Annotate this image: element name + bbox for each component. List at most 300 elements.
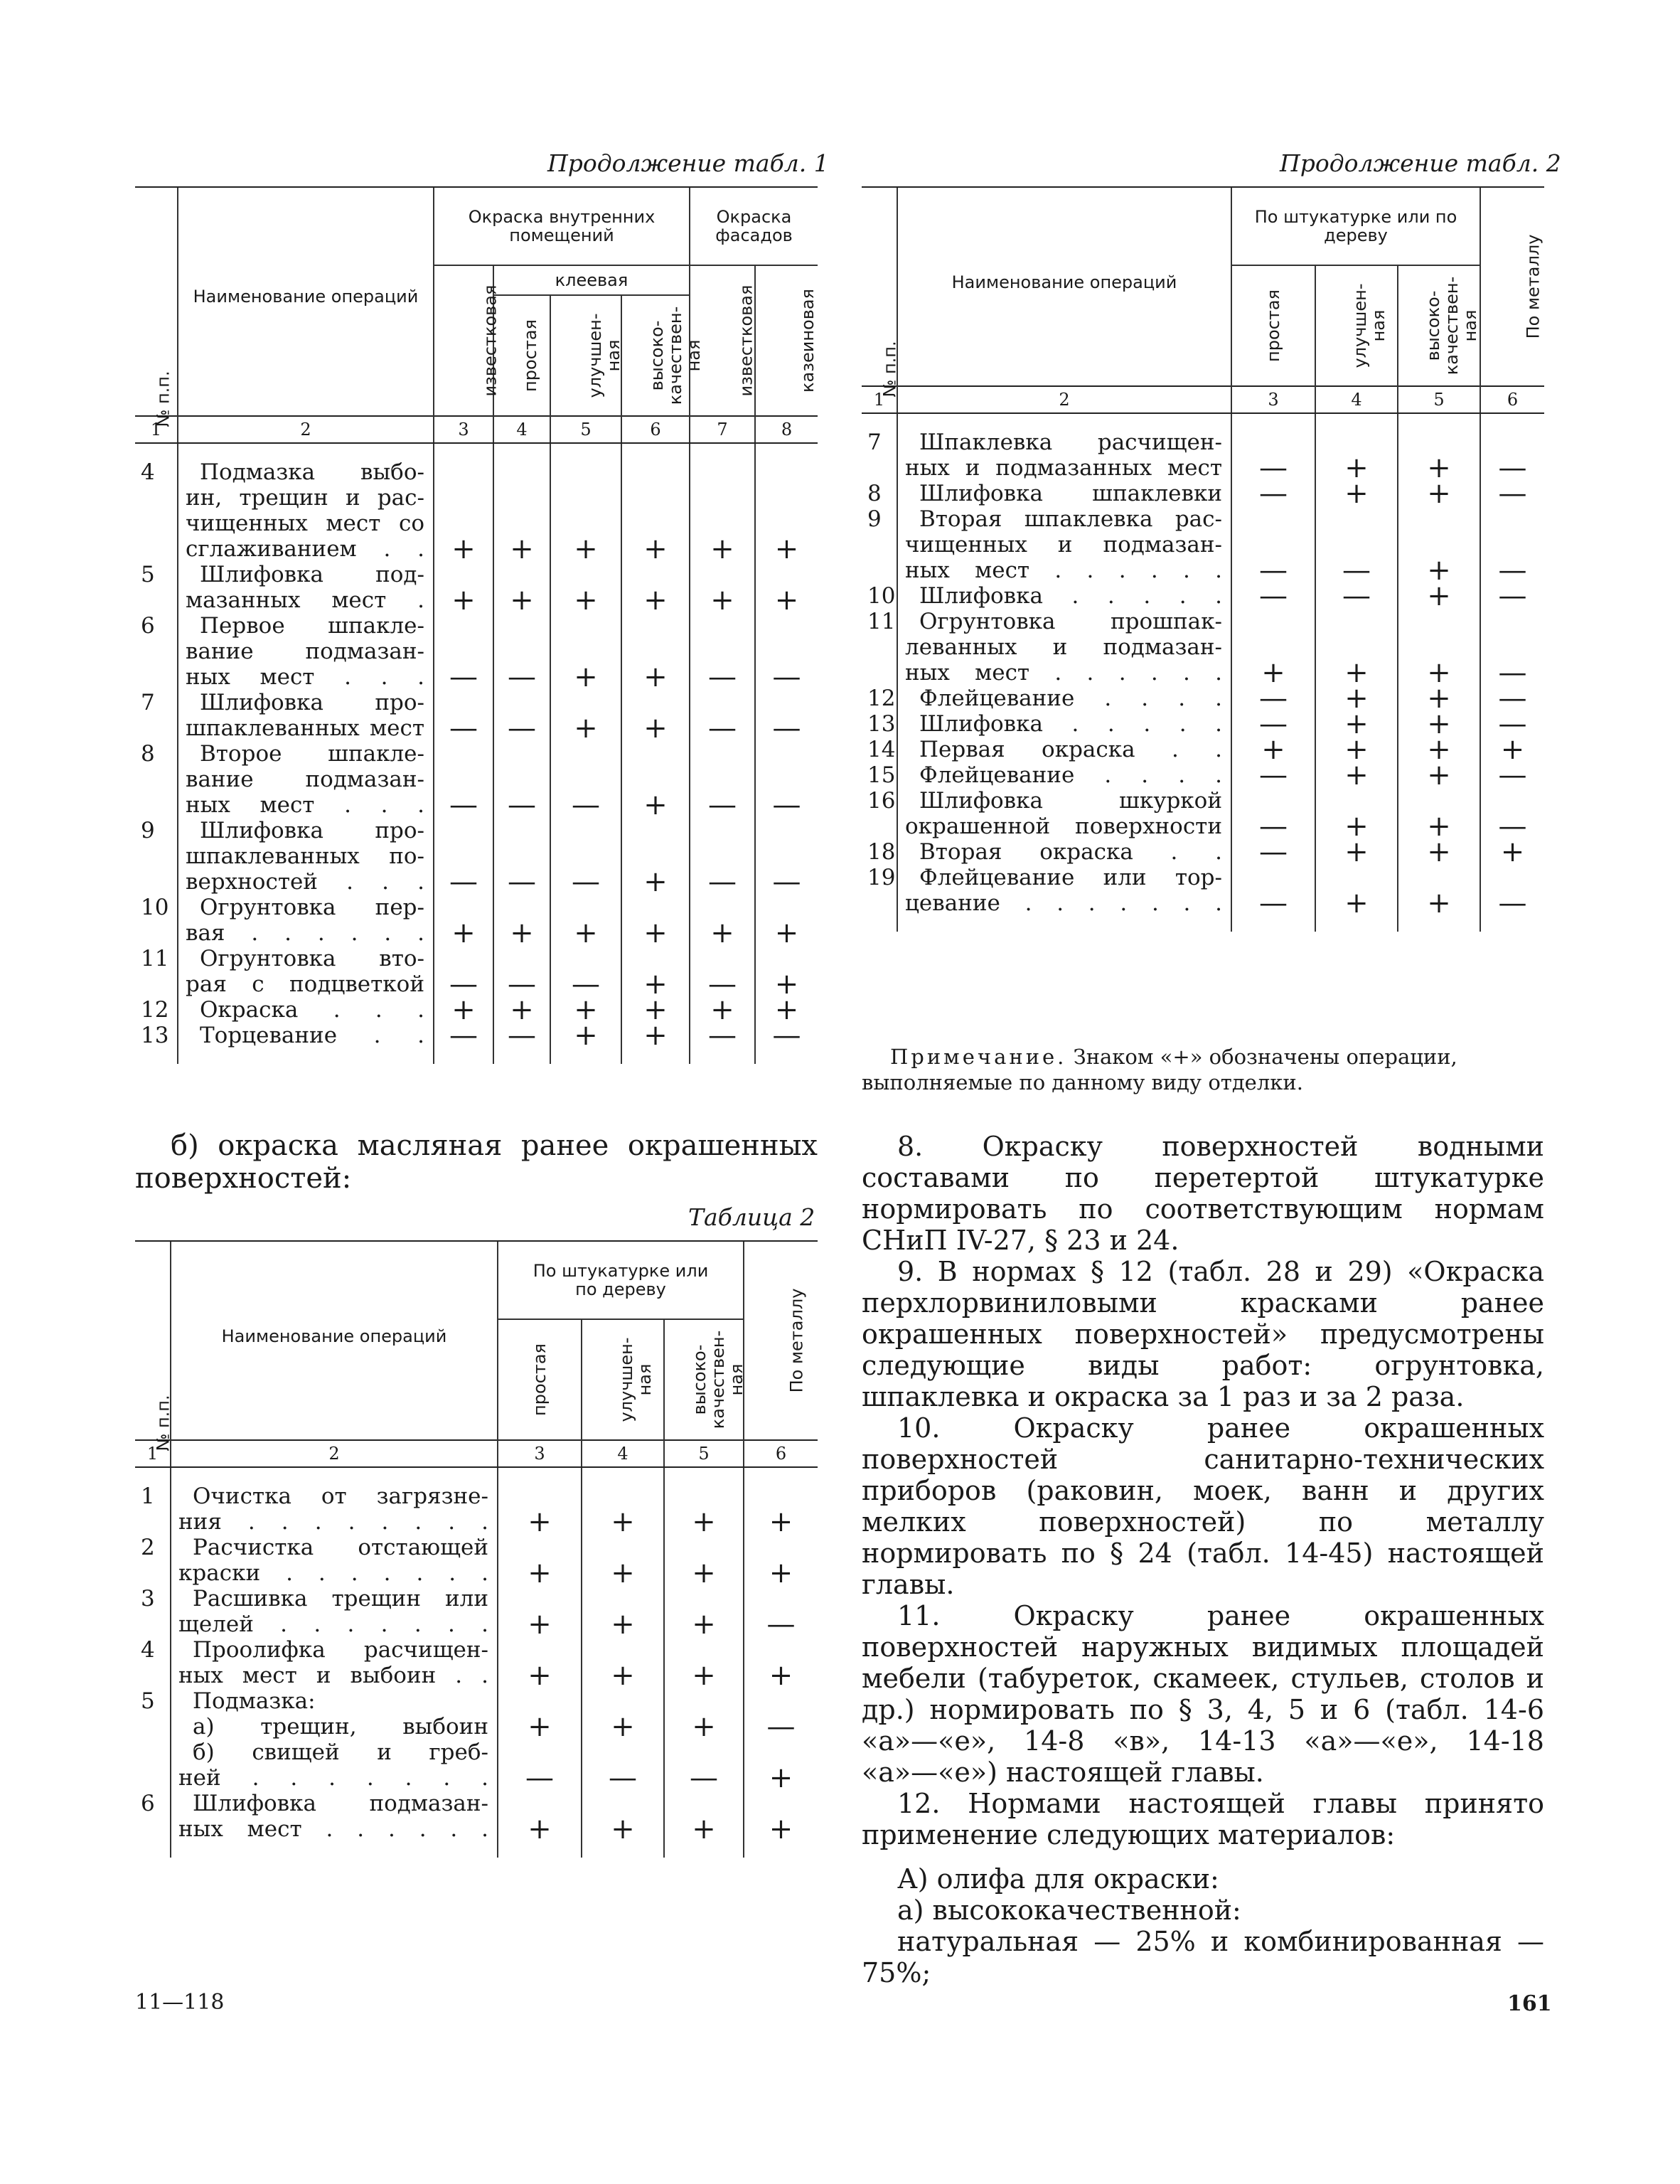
- operation-line: цевание . . . . . . .: [905, 890, 1222, 916]
- mark-cell: +: [744, 1740, 818, 1791]
- mark-cell: +: [493, 997, 550, 1023]
- mark-cell: +: [1480, 839, 1544, 865]
- column-number-row: [135, 1440, 818, 1467]
- row-number: 8: [141, 741, 155, 767]
- table1-header-num: № п.п.: [135, 187, 178, 416]
- mark-cell: —: [434, 741, 493, 818]
- operation-name: [171, 1740, 498, 1791]
- operation-line: Шлифовка под-: [200, 562, 424, 587]
- mark-cell: —: [582, 1740, 664, 1791]
- column-number-row: [862, 386, 1544, 413]
- mark-cell: +: [744, 1791, 818, 1842]
- operation-line: вание подмазан-: [186, 639, 424, 664]
- mark-cell: —: [755, 818, 818, 895]
- mark-cell: +: [498, 1791, 582, 1842]
- mark-cell: +: [582, 1714, 664, 1740]
- mark-cell: +: [664, 1483, 744, 1535]
- mark-cell: +: [744, 1535, 818, 1586]
- operation-name: [178, 997, 434, 1023]
- operation-name: [178, 741, 434, 818]
- mark-cell: —: [1315, 583, 1398, 609]
- mark-cell: +: [755, 997, 818, 1023]
- column-number: 2: [178, 416, 434, 443]
- operation-line: ных мест . . .: [186, 664, 424, 690]
- operation-line: Проолифка расчищен-: [193, 1637, 488, 1663]
- mark-cell: +: [1315, 686, 1398, 711]
- mark-cell: —: [1480, 865, 1544, 916]
- table2-header-metal: По металлу: [744, 1241, 818, 1440]
- mark-cell: +: [582, 1586, 664, 1637]
- table2-header-num: № п.п.: [135, 1241, 171, 1440]
- mark-cell: +: [498, 1714, 582, 1740]
- table-row: [135, 1535, 818, 1586]
- row-number: 12: [867, 686, 896, 711]
- operation-line: шпаклеванных по-: [186, 843, 424, 869]
- mark-cell: +: [1398, 711, 1480, 737]
- table3-header-metal: По металлу: [1480, 187, 1544, 386]
- operation-line: а) трещин, выбоин: [193, 1714, 488, 1740]
- row-number: 11: [141, 946, 169, 971]
- operation-name: [897, 686, 1231, 711]
- mark-cell: —: [550, 741, 621, 818]
- operation-line: Шлифовка шпаклевки: [919, 481, 1222, 506]
- table-row: [862, 506, 1544, 583]
- mark-cell: +: [621, 946, 690, 997]
- sub-b: а) высококачественной:: [897, 1895, 1241, 1926]
- operation-line: Расчистка отстающей: [193, 1535, 488, 1560]
- operation-line: Флейцевание . . . .: [919, 686, 1222, 711]
- mark-cell: +: [582, 1535, 664, 1586]
- row-number: 8: [867, 481, 882, 506]
- column-number: 3: [498, 1440, 582, 1467]
- column-number: 1: [135, 416, 178, 443]
- table-row: [135, 818, 818, 895]
- operation-line: Очистка от загрязне-: [193, 1483, 488, 1509]
- row-number: 18: [867, 839, 896, 865]
- operation-line: Огрунтовка вто-: [200, 946, 424, 971]
- mark-cell: —: [755, 741, 818, 818]
- mark-cell: +: [1398, 481, 1480, 506]
- operation-line: ных мест . . . . . .: [905, 558, 1222, 583]
- operation-name: [171, 1791, 498, 1842]
- row-number: 6: [141, 1791, 155, 1816]
- mark-cell: +: [1315, 737, 1398, 762]
- mark-cell: +: [1315, 865, 1398, 916]
- mark-cell: +: [621, 690, 690, 741]
- operation-line: б) свищей и греб-: [193, 1740, 488, 1765]
- row-number: 14: [867, 737, 896, 762]
- column-number: 6: [1480, 386, 1544, 413]
- paragraph-9: 9. В нормах § 12 (табл. 28 и 29) «Окраска перхлорвиниловыми красками ранее окрашенных поверхностей» предусмотрены следующие виды работ: огрунтовка, шпаклевка и окраска за 1 раз и за 2 раза.: [862, 1256, 1544, 1412]
- column-number: 4: [582, 1440, 664, 1467]
- table-row: [862, 865, 1544, 916]
- operation-name: [897, 865, 1231, 916]
- table1-header-interior: Окраска внутренних помещений: [434, 187, 690, 265]
- mark-cell: +: [550, 895, 621, 946]
- column-number: 6: [744, 1440, 818, 1467]
- mark-cell: +: [1315, 609, 1398, 686]
- mark-cell: +: [1315, 839, 1398, 865]
- column-number: 8: [755, 416, 818, 443]
- mark-cell: —: [664, 1740, 744, 1791]
- operation-name: [897, 583, 1231, 609]
- mark-cell: +: [1315, 762, 1398, 788]
- mark-cell: +: [550, 459, 621, 562]
- operation-line: шпаклеванных мест: [186, 715, 424, 741]
- table3-header-group: По штукатурке или по дереву: [1231, 187, 1480, 265]
- mark-cell: —: [690, 1023, 755, 1048]
- row-number: [135, 1740, 171, 1791]
- operation-line: вание подмазан-: [186, 767, 424, 792]
- mark-cell: —: [1480, 430, 1544, 481]
- mark-cell: —: [498, 1740, 582, 1791]
- table-row: [135, 946, 818, 997]
- mark-cell: +: [1480, 737, 1544, 762]
- column-number: 4: [1315, 386, 1398, 413]
- operation-line: щелей . . . . . . .: [178, 1612, 488, 1637]
- mark-cell: —: [755, 613, 818, 690]
- table-row: [135, 1586, 818, 1637]
- paragraph-12: 12. Нормами настоящей главы принято применение следующих материалов:: [862, 1788, 1544, 1850]
- operation-line: ин, трещин и рас-: [186, 485, 424, 511]
- row-number: 3: [141, 1586, 155, 1612]
- mark-cell: +: [690, 562, 755, 613]
- row-number: 2: [141, 1535, 155, 1560]
- mark-cell: —: [1480, 711, 1544, 737]
- operation-name: [171, 1714, 498, 1740]
- mark-cell: +: [498, 1586, 582, 1637]
- table3-header-improved: улучшен-ная: [1315, 265, 1398, 386]
- mark-cell: —: [493, 818, 550, 895]
- mark-cell: —: [1480, 609, 1544, 686]
- table1-header-glue: клеевая: [493, 265, 690, 295]
- operation-line: Подмазка:: [193, 1688, 316, 1714]
- mark-cell: —: [1480, 762, 1544, 788]
- mark-cell: +: [744, 1483, 818, 1535]
- mark-cell: +: [755, 895, 818, 946]
- mark-cell: +: [1398, 865, 1480, 916]
- operation-name: [171, 1637, 498, 1688]
- operation-name: [897, 711, 1231, 737]
- operation-line: Шлифовка про-: [200, 818, 424, 843]
- operation-line: ных мест и выбоин . .: [178, 1663, 488, 1688]
- mark-cell: —: [493, 690, 550, 741]
- operation-name: [897, 839, 1231, 865]
- operation-line: Шлифовка подмазан-: [193, 1791, 488, 1816]
- paragraph-8: 8. Окраску поверхностей водными составами по перетертой штукатурке нормировать по соответствующим нормам СНиП IV-27, § 23 и 24.: [862, 1131, 1544, 1256]
- mark-cell: +: [498, 1535, 582, 1586]
- mark-cell: —: [690, 613, 755, 690]
- mark-cell: +: [621, 997, 690, 1023]
- mark-cell: —: [744, 1586, 818, 1637]
- row-number: 7: [867, 430, 882, 455]
- row-number: 4: [141, 459, 155, 485]
- table-row: [135, 895, 818, 946]
- table1: [135, 186, 818, 1064]
- mark-cell: +: [755, 562, 818, 613]
- table-row: [135, 1023, 818, 1048]
- mark-cell: —: [1231, 762, 1315, 788]
- intro-text: б) окраска масляная ранее окрашенных поверхностей:: [135, 1129, 818, 1195]
- operation-line: Шлифовка шкуркой: [919, 788, 1222, 814]
- mark-cell: —: [1480, 686, 1544, 711]
- mark-cell: +: [1398, 609, 1480, 686]
- page-number: 161: [1507, 1991, 1552, 2016]
- table2: [135, 1240, 818, 1858]
- mark-cell: +: [550, 1023, 621, 1048]
- mark-cell: +: [582, 1791, 664, 1842]
- operation-line: Шлифовка . . . . .: [919, 711, 1222, 737]
- mark-cell: +: [1315, 430, 1398, 481]
- table2-header-simple: простая: [498, 1319, 582, 1440]
- row-number: 16: [867, 788, 896, 814]
- operation-line: Шпаклевка расчищен-: [919, 430, 1222, 455]
- mark-cell: +: [493, 895, 550, 946]
- mark-cell: +: [498, 1637, 582, 1688]
- table-row: [862, 430, 1544, 481]
- mark-cell: +: [434, 459, 493, 562]
- table-row: [135, 1714, 818, 1740]
- mark-cell: +: [621, 818, 690, 895]
- mark-cell: —: [1480, 481, 1544, 506]
- table1-header-name: Наименование операций: [178, 187, 434, 416]
- mark-cell: +: [1398, 686, 1480, 711]
- mark-cell: +: [621, 741, 690, 818]
- table3: [862, 186, 1544, 932]
- mark-cell: +: [1231, 737, 1315, 762]
- row-number: 12: [141, 997, 169, 1023]
- operation-line: Второе шпакле-: [200, 741, 424, 767]
- operation-name: [171, 1688, 498, 1714]
- sub-a: А) олифа для окраски:: [897, 1863, 1219, 1895]
- table-row: [862, 609, 1544, 686]
- mark-cell: —: [493, 741, 550, 818]
- row-number: 9: [141, 818, 155, 843]
- mark-cell: —: [550, 946, 621, 997]
- table1-header-improved: улучшен-ная: [550, 295, 621, 416]
- mark-cell: —: [1231, 686, 1315, 711]
- row-number: 9: [867, 506, 882, 532]
- mark-cell: +: [434, 562, 493, 613]
- mark-cell: —: [434, 613, 493, 690]
- mark-cell: +: [1398, 583, 1480, 609]
- mark-cell: +: [1315, 788, 1398, 839]
- mark-cell: +: [550, 997, 621, 1023]
- mark-cell: —: [493, 1023, 550, 1048]
- mark-cell: +: [690, 895, 755, 946]
- mark-cell: +: [550, 613, 621, 690]
- mark-cell: +: [1398, 839, 1480, 865]
- operation-line: леванных и подмазан-: [905, 634, 1222, 660]
- operation-name: [178, 690, 434, 741]
- column-number: 6: [621, 416, 690, 443]
- mark-cell: +: [1398, 737, 1480, 762]
- sub-c: натуральная — 25% и комбинированная — 75%;: [862, 1926, 1544, 1988]
- mark-cell: +: [664, 1637, 744, 1688]
- operation-name: [178, 818, 434, 895]
- table-row: [135, 1740, 818, 1791]
- operation-name: [178, 459, 434, 562]
- operation-line: Флейцевание . . . .: [919, 762, 1222, 788]
- table1-caption: Продолжение табл. 1: [547, 149, 829, 177]
- operation-name: [897, 737, 1231, 762]
- operation-line: ней . . . . . . .: [178, 1765, 488, 1791]
- table3-header-high: высоко-качествен-ная: [1398, 265, 1480, 386]
- table-row: [135, 459, 818, 562]
- operation-line: Вторая шпаклевка рас-: [919, 506, 1222, 532]
- operation-name: [178, 613, 434, 690]
- operation-line: Торцевание . .: [200, 1023, 424, 1048]
- column-number-row: [135, 416, 818, 443]
- mark-cell: —: [434, 946, 493, 997]
- row-number: 7: [141, 690, 155, 715]
- table3-header-name: Наименование операций: [897, 187, 1231, 386]
- operation-line: рая с подцветкой: [186, 971, 424, 997]
- operation-name: [178, 1023, 434, 1048]
- row-number: 10: [141, 895, 169, 920]
- mark-cell: +: [550, 690, 621, 741]
- operation-name: [897, 762, 1231, 788]
- operation-line: Первое шпакле-: [200, 613, 424, 639]
- mark-cell: +: [1398, 506, 1480, 583]
- mark-cell: +: [1398, 788, 1480, 839]
- footer-code: 11—118: [135, 1990, 225, 2015]
- mark-cell: —: [1231, 865, 1315, 916]
- table1-header-izv: известковая: [434, 265, 493, 416]
- operation-line: ных мест . . . . . .: [178, 1816, 488, 1842]
- operation-line: ных мест . . .: [186, 792, 424, 818]
- mark-cell: —: [1231, 711, 1315, 737]
- operation-line: Первая окраска . .: [919, 737, 1222, 762]
- mark-cell: —: [690, 818, 755, 895]
- operation-line: Подмазка выбо-: [200, 459, 424, 485]
- mark-cell: —: [493, 613, 550, 690]
- operation-line: Огрунтовка пер-: [200, 895, 424, 920]
- operation-line: верхностей . . .: [186, 869, 424, 895]
- mark-cell: —: [1231, 788, 1315, 839]
- mark-cell: +: [755, 459, 818, 562]
- mark-cell: —: [1231, 839, 1315, 865]
- table2-caption: Таблица 2: [688, 1203, 815, 1231]
- mark-cell: +: [664, 1714, 744, 1740]
- mark-cell: —: [1480, 583, 1544, 609]
- operation-name: [178, 946, 434, 997]
- operation-name: [171, 1535, 498, 1586]
- mark-cell: +: [434, 895, 493, 946]
- operation-line: вая . . . . . .: [186, 920, 424, 946]
- mark-cell: +: [621, 562, 690, 613]
- mark-cell: +: [664, 1791, 744, 1842]
- column-number: 3: [1231, 386, 1315, 413]
- row-number: [135, 1714, 171, 1740]
- mark-cell: —: [1231, 430, 1315, 481]
- table-row: [862, 788, 1544, 839]
- mark-cell: +: [664, 1586, 744, 1637]
- operation-line: окрашенной поверхности: [905, 814, 1222, 839]
- paragraph-10: 10. Окраску ранее окрашенных поверхностей санитарно-технических приборов (раковин, моек, ванн и других мелких поверхностей) по металлу нормировать по § 24 (табл. 14-45) настоящей главы.: [862, 1412, 1544, 1600]
- table1-header-simple: простая: [493, 295, 550, 416]
- table-row: [135, 613, 818, 690]
- mark-cell: +: [621, 1023, 690, 1048]
- table3-header-simple: простая: [1231, 265, 1315, 386]
- row-number: 19: [867, 865, 896, 890]
- column-number: 5: [664, 1440, 744, 1467]
- operation-line: Расшивка трещин или: [193, 1586, 488, 1612]
- column-number: 7: [690, 416, 755, 443]
- column-number: 5: [1398, 386, 1480, 413]
- row-number: 5: [141, 562, 155, 587]
- operation-line: ния . . . . . . . .: [178, 1509, 488, 1535]
- table2-header-improved: улучшен-ная: [582, 1319, 664, 1440]
- operation-name: [897, 430, 1231, 481]
- mark-cell: +: [434, 997, 493, 1023]
- mark-cell: —: [690, 690, 755, 741]
- mark-cell: +: [550, 562, 621, 613]
- operation-line: краски . . . . . . .: [178, 1560, 488, 1586]
- row-number: 4: [141, 1637, 155, 1663]
- paragraphs: [862, 1131, 1544, 1988]
- mark-cell: +: [755, 946, 818, 997]
- table-row: [862, 762, 1544, 788]
- mark-cell: +: [493, 562, 550, 613]
- mark-cell: +: [690, 997, 755, 1023]
- table-row: [135, 1637, 818, 1688]
- paragraph-11: 11. Окраску ранее окрашенных поверхностей наружных видимых площадей мебели (табуреток, скамеек, стульев, столов и др.) нормировать по § 3, 4, 5 и 6 (табл. 14-6 «а»—«е», 14-8 «в», 14-13 «а»—«е», 14-18 «а»—«е») настоящей главы.: [862, 1600, 1544, 1788]
- mark-cell: +: [1398, 430, 1480, 481]
- mark-cell: +: [664, 1535, 744, 1586]
- table3-caption: Продолжение табл. 2: [1280, 149, 1561, 177]
- operation-line: Шлифовка про-: [200, 690, 424, 715]
- operation-line: сглаживанием . .: [186, 536, 424, 562]
- column-number: 3: [434, 416, 493, 443]
- table2-header-high: высоко-качествен-ная: [664, 1319, 744, 1440]
- mark-cell: —: [493, 946, 550, 997]
- operation-line: чищенных и подмазан-: [905, 532, 1222, 558]
- row-number: 15: [867, 762, 896, 788]
- table-row: [135, 741, 818, 818]
- table1-header-kaz: казеиновая: [755, 265, 818, 416]
- mark-cell: —: [1231, 583, 1315, 609]
- operation-line: Огрунтовка прошпак-: [919, 609, 1222, 634]
- mark-cell: —: [550, 818, 621, 895]
- operation-line: чищенных мест со: [186, 511, 424, 536]
- mark-cell: —: [755, 1023, 818, 1048]
- row-number: 5: [141, 1688, 155, 1714]
- mark-cell: +: [1315, 711, 1398, 737]
- mark-cell: +: [621, 459, 690, 562]
- mark-cell: —: [1231, 481, 1315, 506]
- table1-header-high: высоко-качествен-ная: [621, 295, 690, 416]
- operation-line: Шлифовка . . . . .: [919, 583, 1222, 609]
- mark-cell: +: [621, 895, 690, 946]
- mark-cell: +: [582, 1637, 664, 1688]
- column-number: 2: [171, 1440, 498, 1467]
- mark-cell: +: [498, 1483, 582, 1535]
- mark-cell: —: [434, 818, 493, 895]
- column-number: 2: [897, 386, 1231, 413]
- mark-cell: —: [1231, 506, 1315, 583]
- row-number: 13: [867, 711, 896, 737]
- operation-line: Окраска . . .: [200, 997, 424, 1023]
- mark-cell: +: [582, 1483, 664, 1535]
- column-number: 5: [550, 416, 621, 443]
- operation-name: [171, 1586, 498, 1637]
- mark-cell: —: [1315, 506, 1398, 583]
- row-number: 13: [141, 1023, 169, 1048]
- table-row: [862, 583, 1544, 609]
- operation-line: ных мест . . . . . .: [905, 660, 1222, 686]
- row-number: 6: [141, 613, 155, 639]
